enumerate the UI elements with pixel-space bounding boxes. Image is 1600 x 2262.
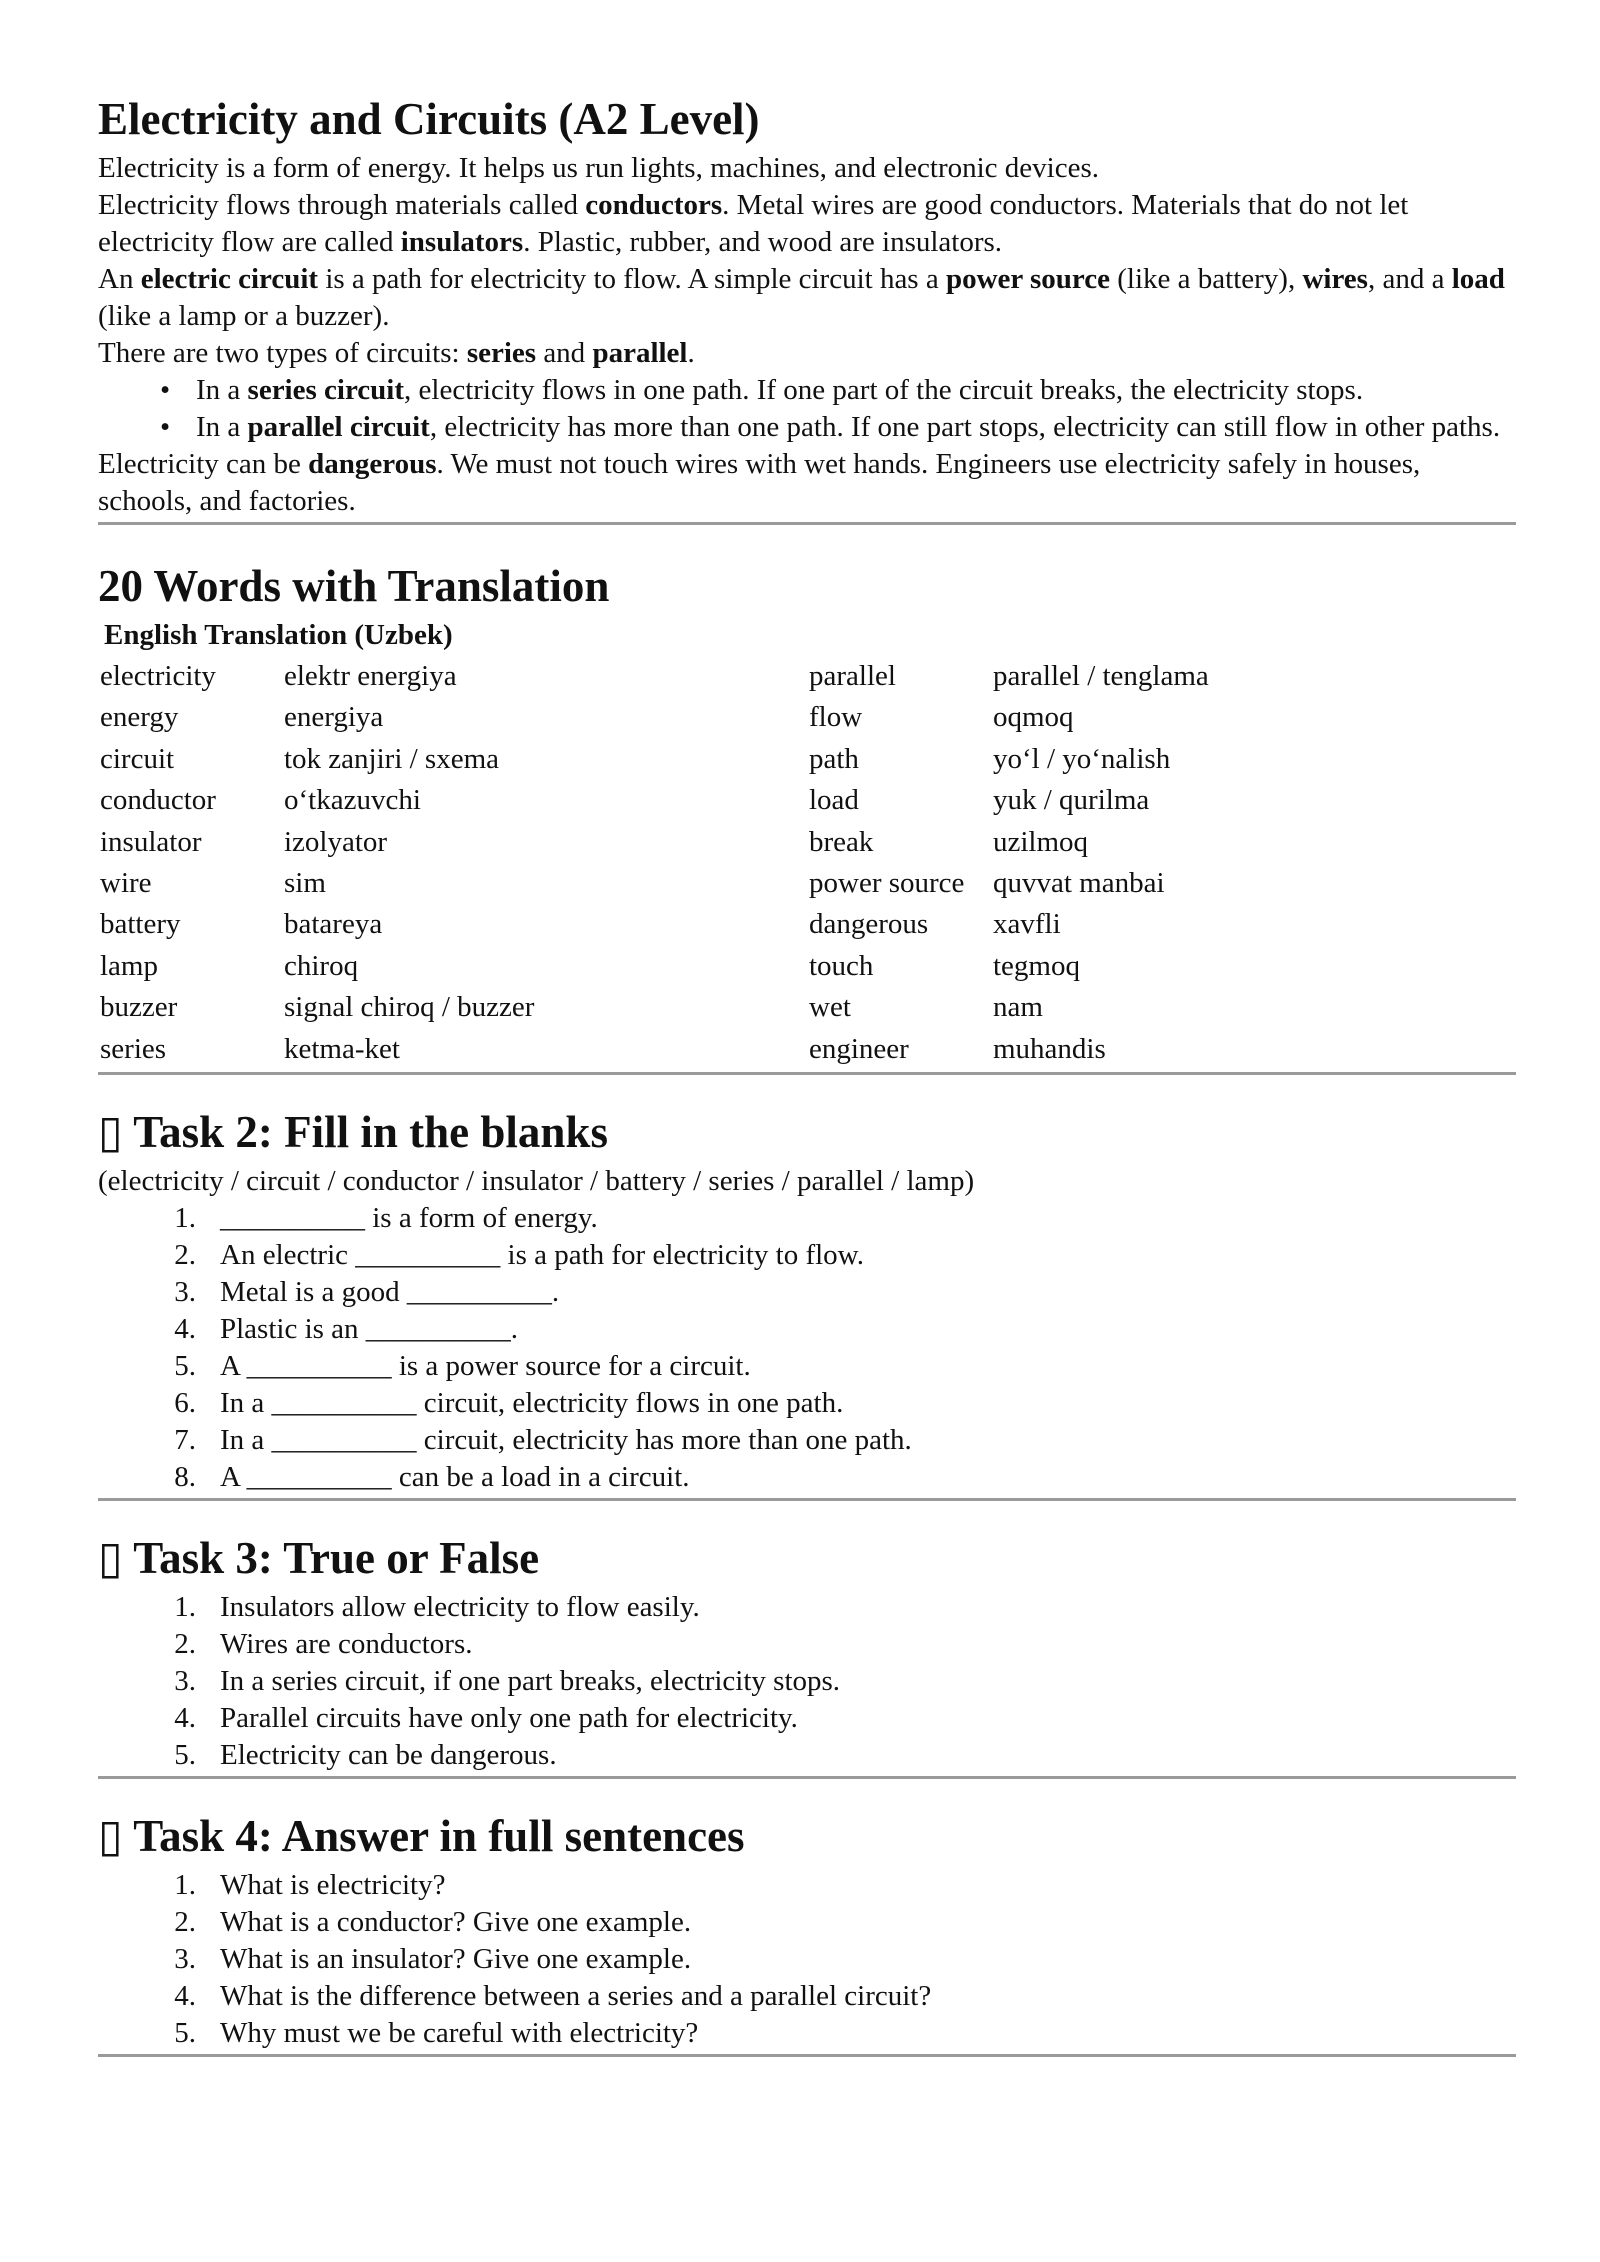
table-row: energy energiya [100,701,384,734]
table-row: engineer muhandis [809,1032,1106,1065]
term-series: series [466,337,537,369]
table-row: insulator izolyator [100,825,388,858]
list-item: 3 . In a series circuit, if one part breaks, electricity stops. [98,1663,1516,1700]
table-row: electricity elektr energiya [100,660,457,692]
task2-title: ▯ Task 2: Fill in the blanks [98,1107,608,1158]
bullet-icon: • [160,374,171,406]
intro-title: Electricity and Circuits (A2 Level) [98,94,760,144]
list-item: 8 . A __________ can be a load in a circuit. [98,1459,1516,1496]
vocab-column-right [807,656,1516,1070]
table-row: battery batareya [100,908,383,941]
list-item: 4 . Parallel circuits have only one path for electricity. [98,1700,1516,1737]
table-row: power source quvvat manbai [809,867,1165,900]
word-bank: (electricity / circuit / conductor / insulator / battery / series / parallel / lamp) [98,1165,975,1198]
table-row: conductor o‘tkazuvchi [100,784,421,817]
list-item: 3 . Metal is a good __________. [98,1274,1516,1311]
table-row: circuit tok zanjiri / sxema [100,742,500,775]
section-divider [98,2054,1516,2057]
list-item: 3 . What is an insulator? Give one example. [98,1941,1516,1978]
table-row: touch tegmoq [809,949,1080,982]
term-power-source: power source [945,263,1111,295]
intro-paragraph-2: Electricity flows through materials called conductors. Metal wires are good conductors. Materials that do not let electricity flow are called insulators. Plastic, rubber, and wood are insulators. [98,189,1409,258]
term-conductors: conductors [585,189,723,221]
bullet-icon: • [160,411,171,443]
spacer [98,525,1516,559]
term-insulators: insulators [400,226,524,258]
list-item: 2 . What is a conductor? Give one example. [98,1904,1516,1941]
circuit-types-list [98,372,1516,446]
table-row: parallel parallel / tenglama [809,660,1209,692]
spacer [98,1075,1516,1105]
task3-title: ▯ Task 3: True or False [98,1533,540,1584]
list-item: 5 . Why must we be careful with electricity? [98,2015,1516,2052]
list-item: 2 . An electric __________ is a path for electricity to flow. [98,1237,1516,1274]
term-parallel-circuit: parallel circuit [247,411,430,443]
vocab-section [98,559,1516,1075]
task4-list [98,1867,1516,2052]
list-item: 1 . What is electricity? [98,1867,1516,1904]
term-electric-circuit: electric circuit [140,263,319,295]
list-item: 1 . __________ is a form of energy. [98,1200,1516,1237]
list-item: • In a parallel circuit, electricity has more than one path. If one part stops, electricity can still flow in other paths. [160,409,1516,446]
table-row: load yuk / qurilma [809,784,1150,817]
term-load: load [1451,263,1505,295]
intro-paragraph-4: There are two types of circuits: series and parallel. [98,337,695,369]
task3-list [98,1589,1516,1774]
table-row: lamp chiroq [100,949,359,982]
intro-paragraph-5: Electricity can be dangerous. We must not touch wires with wet hands. Engineers use electricity safely in houses, schools, and factories. [98,448,1421,517]
vocab-table [98,656,1516,1070]
task4-section [98,1809,1516,2057]
table-row: flow oqmoq [809,701,1074,734]
table-row: wire sim [100,867,326,900]
table-row: buzzer signal chiroq / buzzer [100,991,535,1024]
intro-section [98,92,1516,525]
task3-section [98,1531,1516,1779]
list-item: • In a series circuit, electricity flows in one path. If one part of the circuit breaks, the electricity stops. [160,372,1516,409]
intro-paragraph-3: An electric circuit is a path for electricity to flow. A simple circuit has a power source (like a battery), wires, and a load (like a lamp or a buzzer). [98,263,1505,332]
table-row: path yo‘l / yo‘nalish [809,742,1171,775]
list-item: 1 . Insulators allow electricity to flow easily. [98,1589,1516,1626]
task2-section [98,1105,1516,1501]
spacer [98,1501,1516,1531]
list-item: 4 . What is the difference between a series and a parallel circuit? [98,1978,1516,2015]
term-wires: wires [1302,263,1368,295]
term-dangerous: dangerous [308,448,437,480]
list-item: 4 . Plastic is an __________. [98,1311,1516,1348]
vocab-title: 20 Words with Translation [98,561,610,611]
spacer [98,1779,1516,1809]
task2-list [98,1200,1516,1496]
table-row: dangerous xavfli [809,908,1061,941]
intro-paragraph-1: Electricity is a form of energy. It helps us run lights, machines, and electronic devices. [98,152,1099,184]
list-item: 2 . Wires are conductors. [98,1626,1516,1663]
table-row: wet nam [809,991,1043,1024]
list-item: 5 . A __________ is a power source for a circuit. [98,1348,1516,1385]
table-row: series ketma-ket [100,1032,400,1065]
task4-title: ▯ Task 4: Answer in full sentences [98,1811,745,1862]
vocab-column-left [98,656,807,1070]
vocab-header: English Translation (Uzbek) [104,619,453,651]
table-row: break uzilmoq [809,825,1089,858]
worksheet-page [98,92,1516,2057]
term-series-circuit: series circuit [247,374,405,406]
list-item: 6 . In a __________ circuit, electricity flows in one path. [98,1385,1516,1422]
term-parallel: parallel [592,337,688,369]
list-item: 5 . Electricity can be dangerous. [98,1737,1516,1774]
list-item: 7 . In a __________ circuit, electricity has more than one path. [98,1422,1516,1459]
